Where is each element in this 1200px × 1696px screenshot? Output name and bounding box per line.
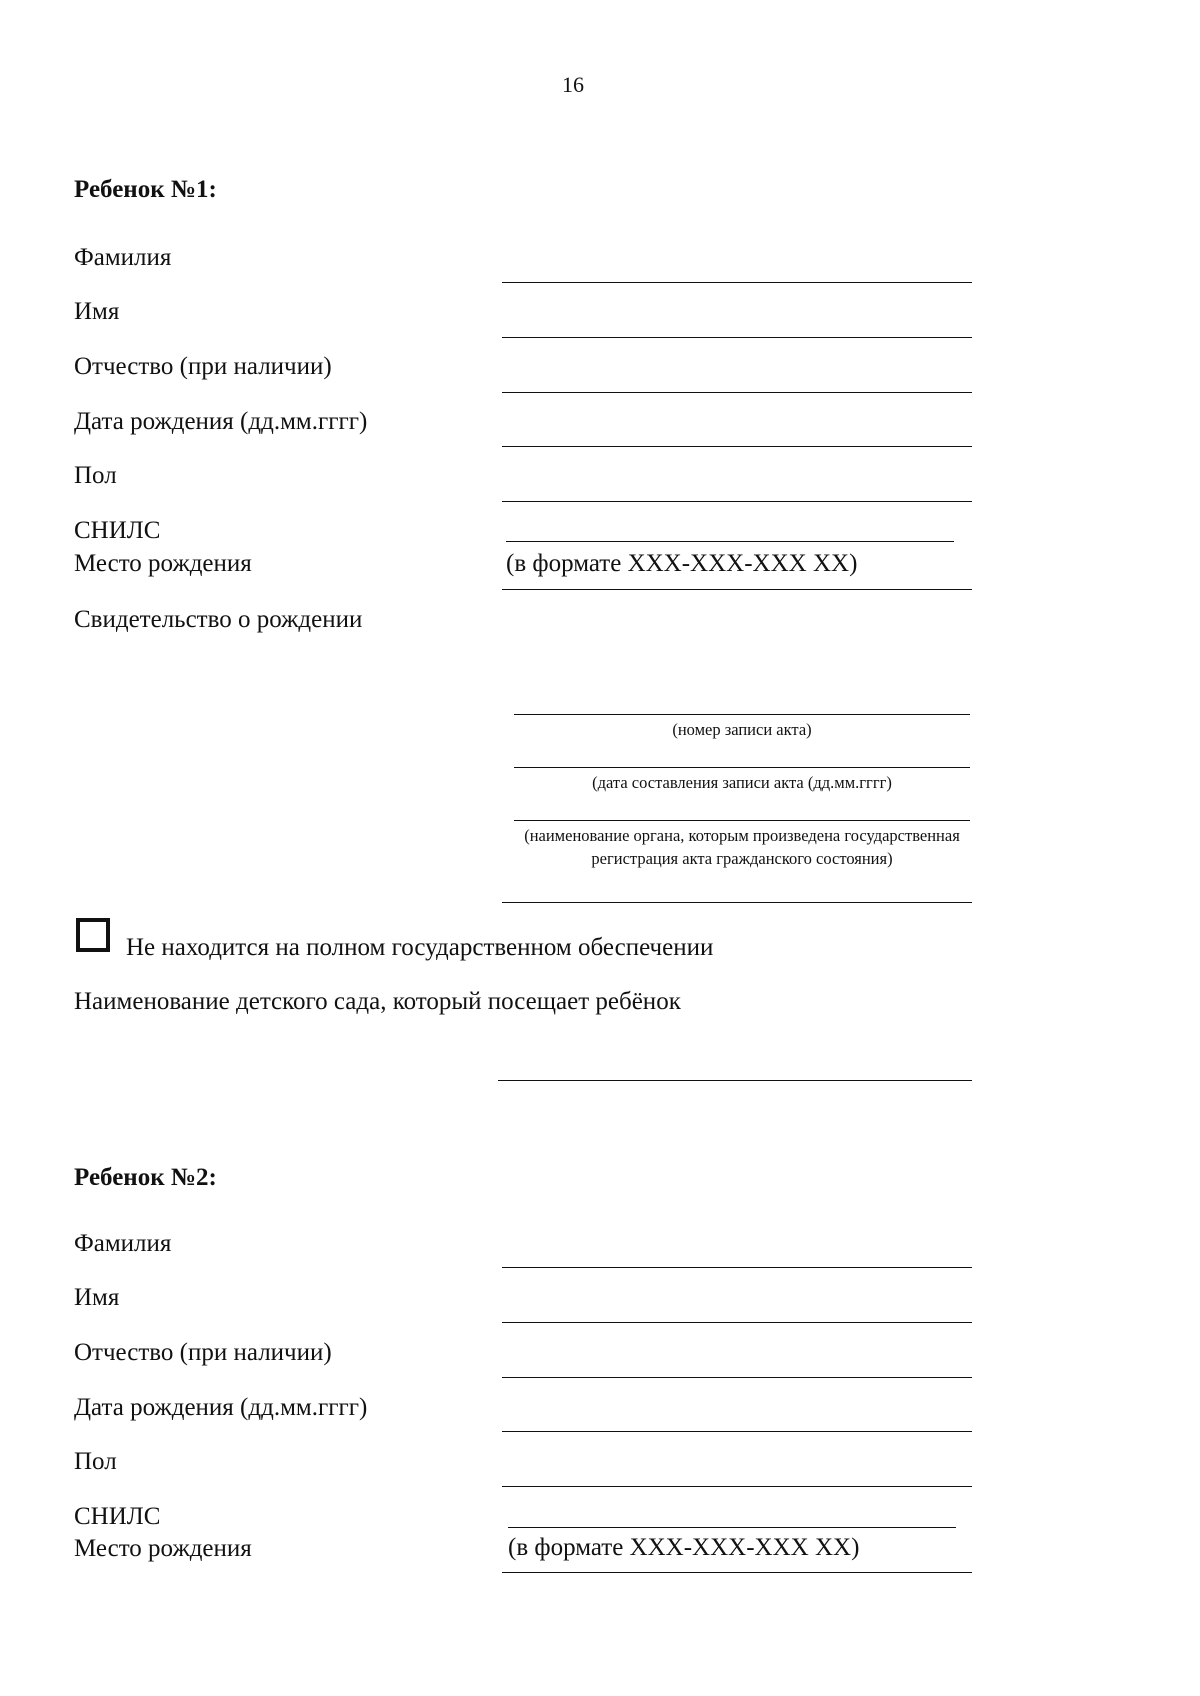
child1-birthdate-field[interactable] — [502, 446, 972, 447]
child1-patronymic-label: Отчество (при наличии) — [74, 353, 332, 380]
child2-snils-label: СНИЛС — [74, 1503, 161, 1530]
child1-snils-field[interactable] — [506, 541, 954, 542]
child1-record-date-caption: (дата составления записи акта (дд.мм.гггг) — [592, 773, 892, 792]
child1-certificate-label: Свидетельство о рождении — [74, 606, 363, 633]
child2-surname-field[interactable] — [502, 1267, 972, 1268]
child1-snils-label: СНИЛС — [74, 517, 161, 544]
child1-authority-caption: (наименование органа, которым произведена государственная регистрация акта гражданского состояния) — [524, 826, 960, 868]
child2-sex-label: Пол — [74, 1448, 117, 1475]
child1-snils-format-hint: (в формате XXX-XXX-XXX XX) — [506, 550, 858, 577]
child2-patronymic-label: Отчество (при наличии) — [74, 1339, 332, 1366]
child1-authority-field[interactable] — [514, 820, 970, 821]
child2-snils-field[interactable] — [508, 1527, 956, 1528]
child1-record-number-field[interactable] — [514, 714, 970, 715]
child2-snils-format-hint: (в формате XXX-XXX-XXX XX) — [508, 1534, 860, 1561]
child2-birthplace-field[interactable] — [502, 1572, 972, 1573]
child1-record-number-caption: (номер записи акта) — [672, 720, 812, 739]
child1-heading: Ребенок №1: — [74, 176, 217, 203]
child2-birthdate-field[interactable] — [502, 1431, 972, 1432]
child1-kindergarten-field[interactable] — [498, 1080, 972, 1081]
child1-state-care-label: Не находится на полном государственном обеспечении — [126, 934, 714, 961]
child1-birthplace-field[interactable] — [502, 589, 972, 590]
child2-birthdate-label: Дата рождения (дд.мм.гггг) — [74, 1394, 368, 1421]
child1-patronymic-field[interactable] — [502, 392, 972, 393]
child1-sex-field[interactable] — [502, 501, 972, 502]
child2-birthplace-label: Место рождения — [74, 1535, 252, 1562]
child1-surname-field[interactable] — [502, 282, 972, 283]
child1-record-date-field[interactable] — [514, 767, 970, 768]
child1-name-field[interactable] — [502, 337, 972, 338]
child2-name-label: Имя — [74, 1284, 120, 1311]
page-number: 16 — [562, 72, 584, 97]
child2-surname-label: Фамилия — [74, 1230, 172, 1257]
child1-birthplace-label: Место рождения — [74, 550, 252, 577]
child1-kindergarten-label: Наименование детского сада, который посещает ребёнок — [74, 988, 681, 1015]
child2-patronymic-field[interactable] — [502, 1377, 972, 1378]
child1-sex-label: Пол — [74, 462, 117, 489]
child1-surname-label: Фамилия — [74, 244, 172, 271]
child1-birthdate-label: Дата рождения (дд.мм.гггг) — [74, 408, 368, 435]
child1-name-label: Имя — [74, 298, 120, 325]
child2-sex-field[interactable] — [502, 1486, 972, 1487]
child2-name-field[interactable] — [502, 1322, 972, 1323]
child2-heading: Ребенок №2: — [74, 1164, 217, 1191]
child1-state-care-checkbox[interactable] — [76, 918, 110, 952]
child1-authority-underline — [502, 902, 972, 903]
